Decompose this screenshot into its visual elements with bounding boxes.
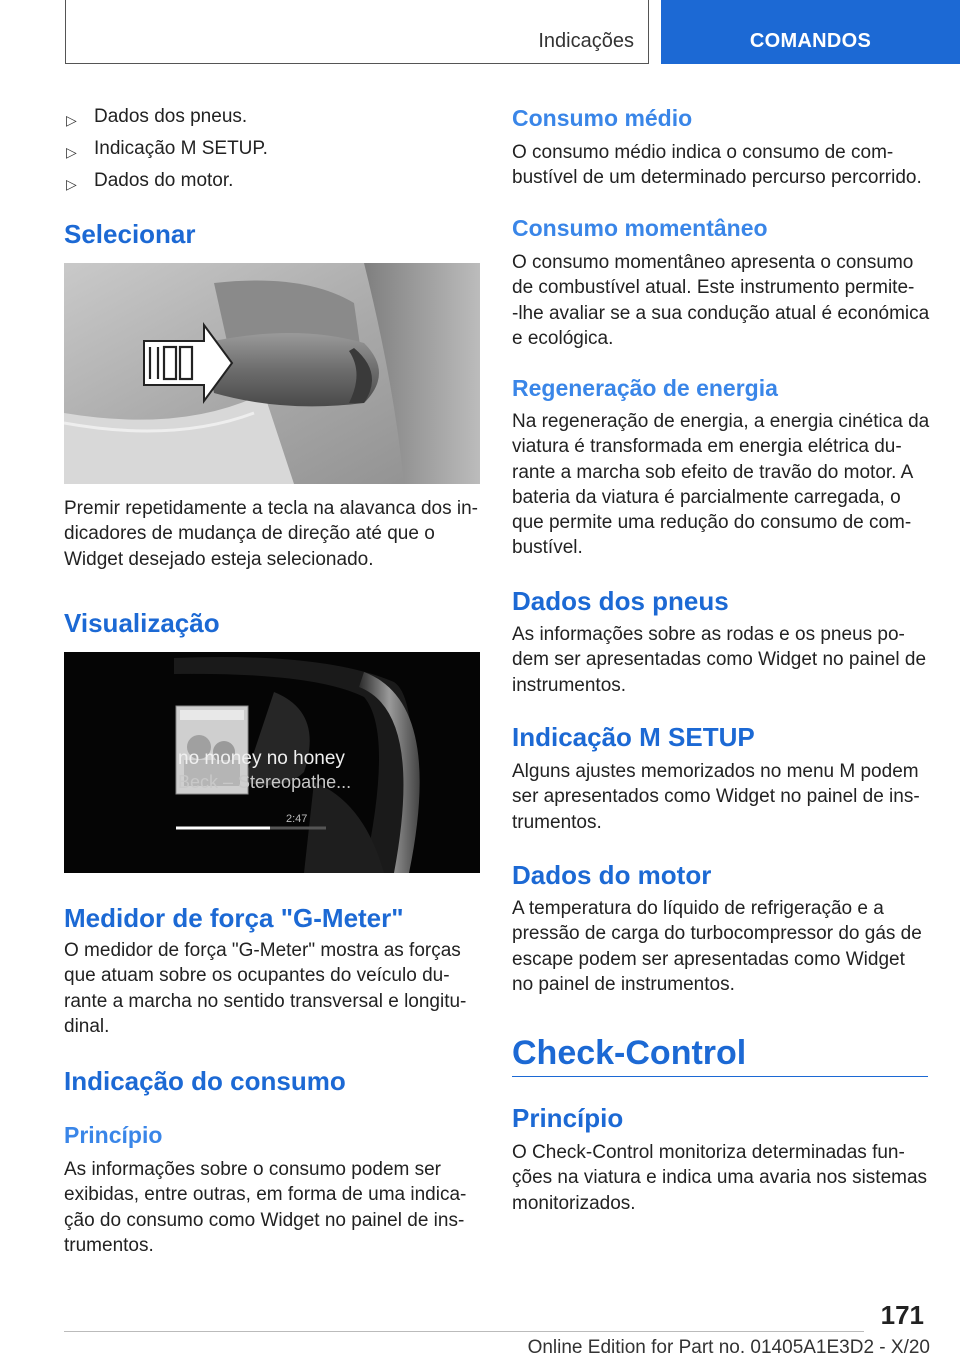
pneus-heading: Dados dos pneus [512,586,729,616]
triangle-bullet-icon: ▷ [66,112,77,128]
triangle-bullet-icon: ▷ [66,144,77,160]
principio-heading: Princípio [64,1122,163,1148]
gmeter-paragraph: O medidor de força "G-Meter" mostra as forças que atuam sobre os ocupantes do veículo du- rante a marcha no sentido transversal e longitu- dinal. [64,940,467,1037]
motor-heading: Dados do motor [512,860,712,890]
header-section-label: Indicações [538,30,634,52]
medio-paragraph: O consumo médio indica o consumo de com- bustível de um determinado percurso percorrido. [512,142,922,189]
regeneracao-paragraph: Na regeneração de energia, a energia cinética da viatura é transformada em energia elétrica du- rante a marcha sob efeito de travão do motor. A bateria da viatura é parcialmente carregada, o que permite uma redução do consumo de com- bustível. [512,411,930,559]
gmeter-heading: Medidor de força "G-Meter" [64,903,404,933]
check-control-rule [512,1076,928,1077]
header-chapter-label: COMANDOS [749,30,872,52]
instrument-display-photo [64,652,480,873]
turn-signal-lever-illustration [64,263,480,484]
triangle-bullet-icon: ▷ [66,176,77,192]
regeneracao-heading: Regeneração de energia [512,375,778,401]
check-control-heading: Check-Control [512,1034,747,1072]
check-paragraph: O Check-Control monitoriza determinadas fun- ções na viatura e indica uma avaria nos sistemas monitorizados. [512,1142,928,1214]
consumo-heading: Indicação do consumo [64,1066,346,1096]
header-section-tab [65,0,649,64]
momentaneo-heading: Consumo momentâneo [512,215,768,241]
msetup-paragraph: Alguns ajustes memorizados no menu M podem ser apresentados como Widget no painel de ins- trumentos. [512,761,920,833]
selecionar-heading: Selecionar [64,219,196,249]
footer-rule [64,1331,864,1332]
principio-paragraph: As informações sobre o consumo podem ser exibidas, entre outras, em forma de uma indica- ção do consumo como Widget no painel de ins- trumentos. [64,1159,467,1256]
header-chapter-tab [661,0,960,64]
motor-paragraph: A temperatura do líquido de refrigeração e a pressão de carga do turbocompressor do gás de escape podem ser apresentadas como Widget no painel de instrumentos. [512,898,922,995]
momentaneo-paragraph: O consumo momentâneo apresenta o consumo de combustível atual. Este instrumento permite- -lhe avaliar se a sua condução atual é económica e ecológica. [512,252,930,349]
display-song-title: no money no honey [178,748,345,769]
footer-edition: Online Edition for Part no. 01405A1E3D2 - X/20 [527,1337,930,1358]
pneus-paragraph: As informações sobre as rodas e os pneus po- dem ser apresentadas como Widget no painel de instrumentos. [512,624,927,696]
page-number: 171 [880,1300,924,1330]
check-principio-heading: Princípio [512,1103,624,1133]
visualizacao-heading: Visualização [64,608,220,638]
msetup-heading: Indicação M SETUP [512,722,755,752]
display-time: 2:47 [286,813,308,825]
selecionar-paragraph: Premir repetidamente a tecla na alavanca dos in- dicadores de mudança de direção até que o Widget desejado esteja selecionado. [64,498,479,570]
medio-heading: Consumo médio [512,105,693,131]
display-artist: Beck – Stereopathe... [178,772,352,792]
